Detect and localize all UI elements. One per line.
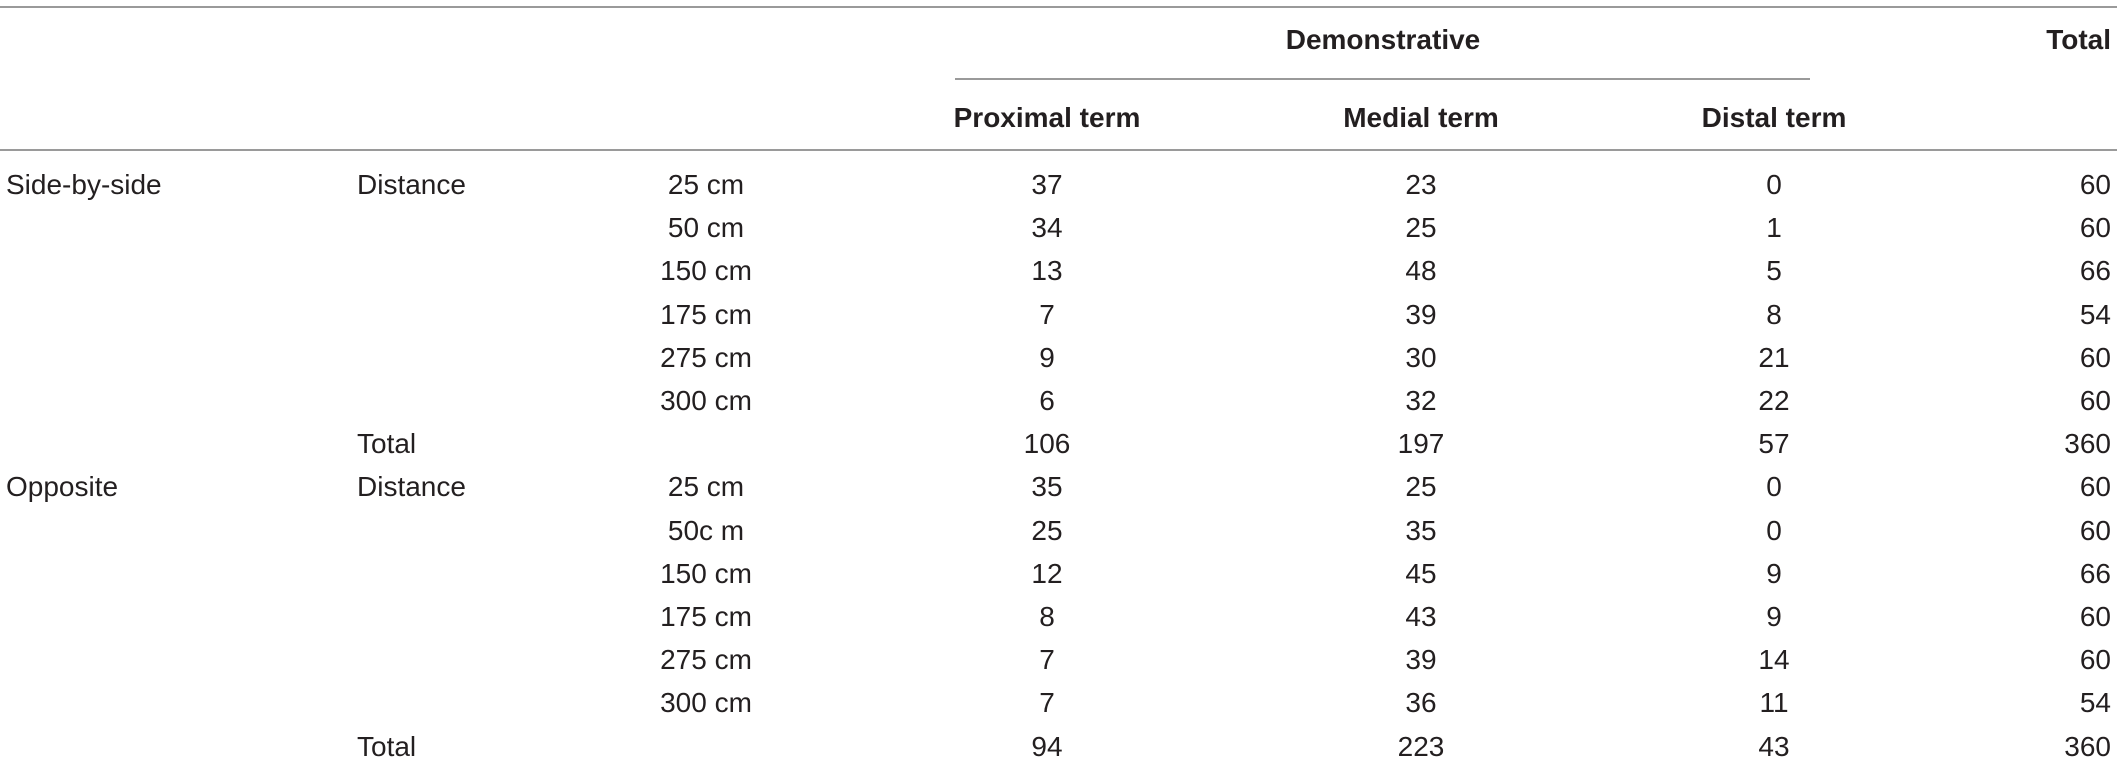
- total-cell: 60: [2079, 212, 2111, 244]
- factor-label: Distance: [357, 471, 466, 503]
- distance-cell: 175 cm: [660, 601, 752, 632]
- subtotal-distal-cell: 43: [1758, 730, 1790, 762]
- distance-cell: 50 cm: [667, 212, 745, 244]
- medial-cell: 45: [1405, 557, 1437, 589]
- medial-cell: 43: [1405, 601, 1437, 632]
- distance-cell: 175 cm: [660, 298, 752, 330]
- header-total: Total: [2046, 24, 2111, 55]
- medial-cell: 25: [1405, 471, 1437, 503]
- proximal-cell: 8: [1039, 601, 1055, 632]
- header-distal-term: Distal term: [1701, 102, 1847, 133]
- distal-cell: 9: [1766, 557, 1782, 589]
- total-cell: 54: [2079, 687, 2111, 719]
- total-cell: 60: [2079, 514, 2111, 546]
- subtotal-medial-cell: 197: [1397, 428, 1445, 460]
- total-cell: 60: [2079, 385, 2111, 416]
- medial-cell: 39: [1405, 644, 1437, 676]
- subtotal-total-cell: 360: [2064, 428, 2111, 460]
- proximal-cell: 25: [1031, 514, 1063, 546]
- proximal-cell: 37: [1031, 169, 1063, 200]
- total-cell: 60: [2079, 644, 2111, 676]
- demonstrative-group-rule: [955, 78, 1810, 80]
- total-cell: 66: [2079, 557, 2111, 589]
- total-cell: 66: [2079, 255, 2111, 287]
- medial-cell: 48: [1405, 255, 1437, 287]
- distance-cell: 25 cm: [667, 169, 745, 200]
- proximal-cell: 34: [1031, 212, 1063, 244]
- table-header-rule: [0, 149, 2117, 151]
- medial-cell: 36: [1405, 687, 1437, 719]
- proximal-cell: 13: [1031, 255, 1063, 287]
- condition-label: Opposite: [6, 471, 119, 503]
- medial-cell: 39: [1405, 298, 1437, 330]
- subtotal-label: Total: [357, 428, 417, 460]
- total-cell: 60: [2079, 471, 2111, 503]
- header-medial-term: Medial term: [1343, 102, 1499, 133]
- total-cell: 60: [2079, 341, 2111, 373]
- proximal-cell: 7: [1039, 298, 1055, 330]
- medial-cell: 23: [1405, 169, 1437, 200]
- header-proximal-term: Proximal term: [953, 102, 1141, 133]
- distal-cell: 11: [1759, 687, 1789, 719]
- total-cell: 54: [2079, 298, 2111, 330]
- proximal-cell: 35: [1031, 471, 1063, 503]
- distal-cell: 21: [1758, 341, 1790, 373]
- subtotal-total-cell: 360: [2064, 730, 2111, 762]
- proximal-cell: 7: [1039, 644, 1055, 676]
- distance-cell: 150 cm: [660, 255, 752, 287]
- proximal-cell: 6: [1039, 385, 1055, 416]
- subtotal-label: Total: [357, 730, 417, 762]
- proximal-cell: 7: [1039, 687, 1055, 719]
- medial-cell: 25: [1405, 212, 1437, 244]
- distance-cell: 25 cm: [667, 471, 745, 503]
- distal-cell: 0: [1766, 169, 1782, 200]
- distal-cell: 9: [1766, 601, 1782, 632]
- distance-cell: 300 cm: [660, 385, 752, 416]
- distance-cell: 300 cm: [660, 687, 752, 719]
- distance-cell: 275 cm: [660, 341, 752, 373]
- distance-cell: 150 cm: [660, 557, 752, 589]
- table-top-rule: [0, 6, 2117, 8]
- factor-label: Distance: [357, 169, 466, 200]
- proximal-cell: 12: [1031, 557, 1063, 589]
- subtotal-proximal-cell: 106: [1023, 428, 1071, 460]
- proximal-cell: 9: [1039, 341, 1055, 373]
- subtotal-distal-cell: 57: [1758, 428, 1790, 460]
- distance-cell: 275 cm: [660, 644, 752, 676]
- distance-cell: 50c m: [667, 514, 745, 546]
- subtotal-medial-cell: 223: [1397, 730, 1445, 762]
- distal-cell: 0: [1766, 471, 1782, 503]
- medial-cell: 35: [1405, 514, 1437, 546]
- distal-cell: 22: [1758, 385, 1790, 416]
- total-cell: 60: [2079, 601, 2111, 632]
- medial-cell: 32: [1405, 385, 1437, 416]
- distal-cell: 5: [1766, 255, 1782, 287]
- medial-cell: 30: [1405, 341, 1437, 373]
- distal-cell: 14: [1758, 644, 1790, 676]
- subtotal-proximal-cell: 94: [1031, 730, 1063, 762]
- group-header-demonstrative: Demonstrative: [1285, 24, 1481, 55]
- total-cell: 60: [2079, 169, 2111, 200]
- distal-cell: 1: [1766, 212, 1782, 244]
- distal-cell: 8: [1766, 298, 1782, 330]
- condition-label: Side-by-side: [6, 169, 162, 200]
- distal-cell: 0: [1766, 514, 1782, 546]
